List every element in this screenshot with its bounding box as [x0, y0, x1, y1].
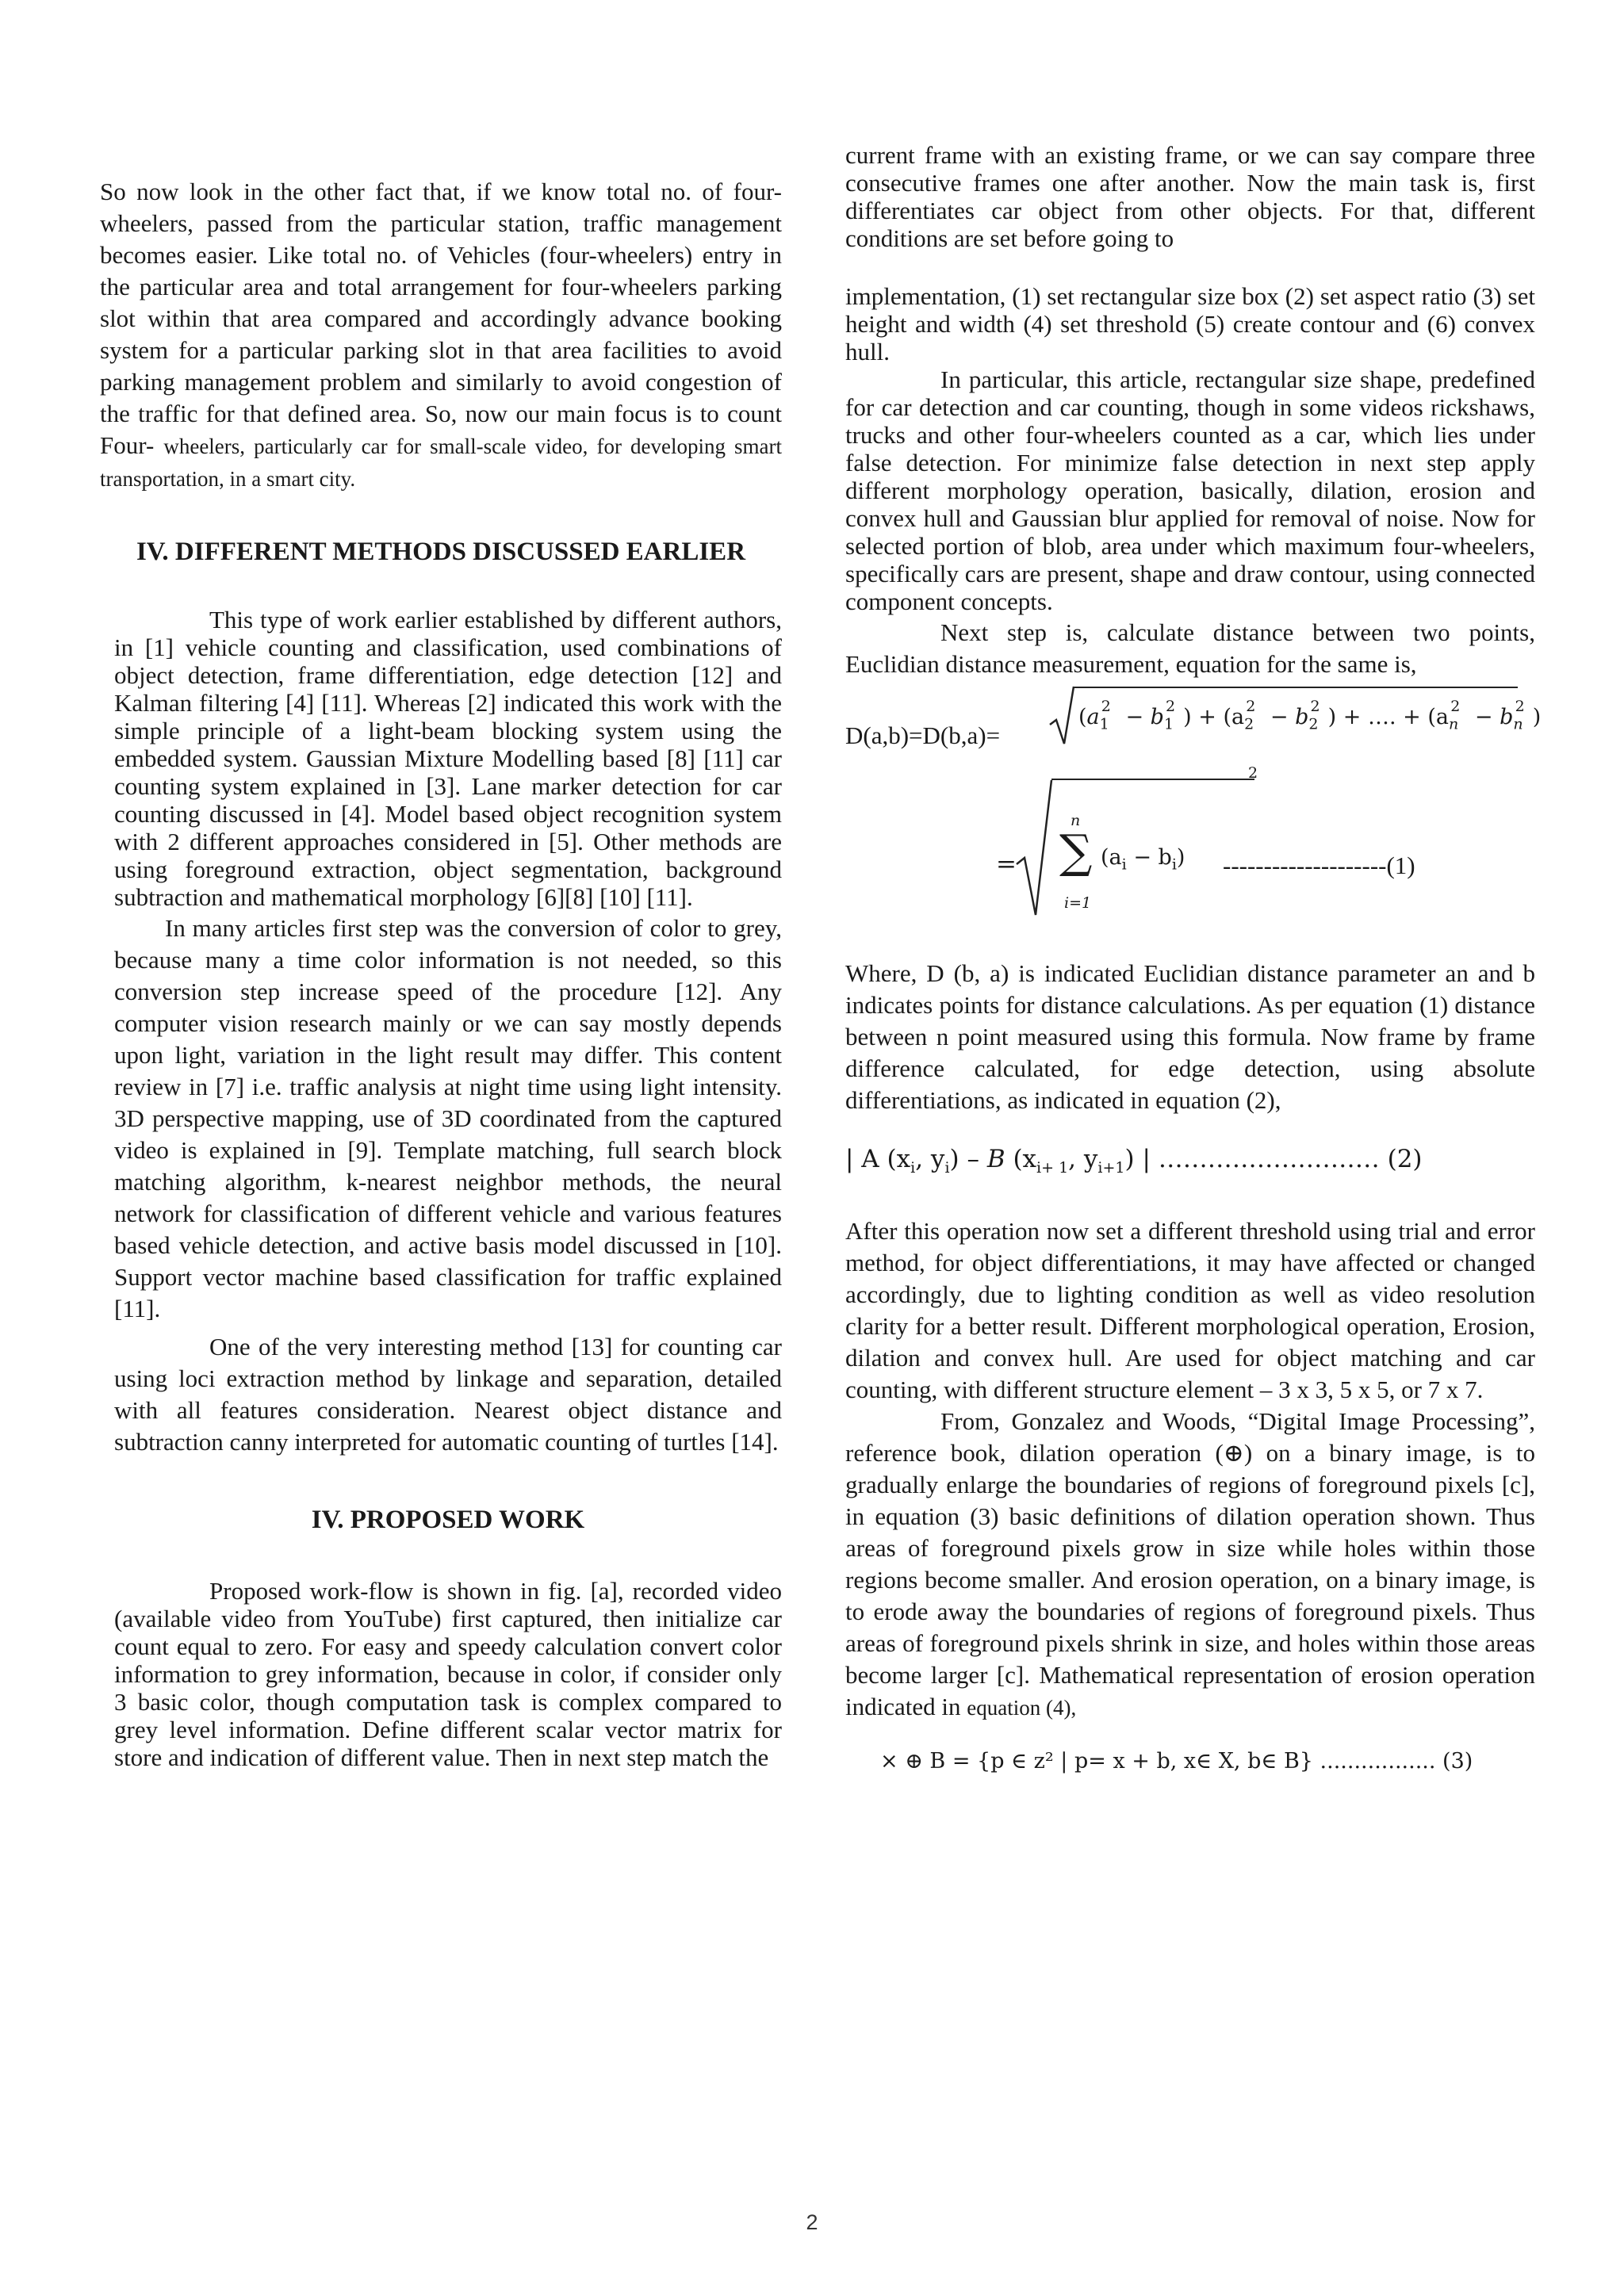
summation-bar: [1051, 779, 1254, 780]
eq1-tag: --------------------(1): [1223, 851, 1415, 879]
sigma-icon: ∑: [1059, 825, 1093, 878]
distance-intro: Next step is, calculate distance between two points, Euclidian distance measurement, equation for the same is,: [845, 618, 1535, 678]
sum-lower: i=1: [1064, 894, 1092, 912]
equation-2: | A ($x_i$, $y_i$) – B ($x_{i+ 1}$, $y_{i+1}$) | ……………………… (2): [845, 1145, 1423, 1177]
right-column: [845, 141, 1542, 1774]
summation-radical: [1015, 779, 1053, 921]
frame-paragraph: current frame with an existing frame, or we can say compare three consecutive frames one after another. Now the main task is, first differentiates car object from other objects. For that, different conditions are set before going to: [845, 141, 1535, 252]
section-heading-methods: IV. DIFFERENT METHODS DISCUSSED EARLIER: [136, 538, 746, 566]
sum-body: $(a_i - b_i)$: [1101, 845, 1185, 874]
sum-upper: n: [1071, 812, 1081, 829]
methods-paragraph: This type of work earlier established by different authors, in [1] vehicle counting and classification, used combinations of object detection, frame differentiation, edge detection [12] and Kalman filtering [4] [11]. Whereas [2] indicated this work with the simple principle of a light-beam blocking system using the embedded system. Gaussian Mixture Modelling based [8] [11] car counting system explained in [3]. Lane marker detection for car counting discussed in [4]. Model based object recognition system with 2 different approaches considered in [5]. Other methods are using foreground extraction, object segmentation, background subtraction and mathematical morphology [6][8] [10] [11].: [114, 606, 782, 911]
radical-bar: [1074, 687, 1518, 688]
implementation-paragraph: implementation, (1) set rectangular size box (2) set aspect ratio (3) set height and width (4) set threshold (5) create contour and (6) convex hull.: [845, 282, 1535, 365]
left-column: [100, 176, 782, 1771]
detection-paragraph: In particular, this article, rectangular size shape, predefined for car detection and car counting, though in some videos rickshaws, trucks and other four-wheelers counted as a car, which lies under false detection. For minimize false detection in next step apply different morphology operation, basically, dilation, erosion and convex hull and Gaussian blur applied for removal of noise. Now for selected portion of blob, area under which maximum four-wheelers, specifically cars are present, shape and draw contour, using connected component concepts.: [845, 365, 1535, 615]
dilation-text: From, Gonzalez and Woods, “Digital Image Processing”, reference book, dilation operation (⊕) on a binary image, is to gradually enlarge the boundaries of regions of foreground pixels [c], in equation (3) basic definitions of dilation operation shown. Thus areas of foreground pixels grow in size while holes within those regions become smaller. And erosion operation, on a binary image, is to erode away the boundaries of regions of foreground pixels. Thus areas of foreground pixels shrink in size, and holes within those areas become larger [c]. Mathematical representation of erosion operation indicated in: [845, 1407, 1535, 1721]
eq1-equals: =: [996, 850, 1017, 878]
radical-sign: [1048, 685, 1075, 748]
intro-text-tail: wheelers, particularly car for small-scale video, for developing smart transportation, in a smart city.: [100, 434, 783, 491]
dilation-paragraph: [845, 1406, 1535, 1724]
eq1-terms: ($a_1^2 - b_1^2$ ) + ($a_2^2 - b_2^2$ ) + …. + ($a_n^2 - b_n^2$ ): [1078, 698, 1542, 733]
eq1-sum-exp: 2: [1248, 764, 1258, 782]
equation-3: ⨯ ⊕ B = {p ∈ z² | p= x + b, x∈ X, b∈ B} ................. (3): [880, 1749, 1473, 1774]
loci-paragraph: One of the very interesting method [13] for counting car using loci extraction method by linkage and separation, detailed with all features consideration. Nearest object distance and subtraction canny interpreted for automatic counting of turtles [14].: [114, 1333, 782, 1456]
proposed-paragraph: Proposed work-flow is shown in fig. [a], recorded video (available video from YouTube) first captured, then initialize car count equal to zero. For easy and speedy calculation convert color information to grey information, because in color, if consider only 3 basic color, though computation task is complex compared to grey level information. Define different scalar vector matrix for store and indication of different value. Then in next step match the: [114, 1577, 782, 1771]
euclid-paragraph: Where, D (b, a) is indicated Euclidian distance parameter an and b indicates points for distance calculations. As per equation (1) distance between n point measured using this formula. Now frame by frame difference calculated, for edge detection, using absolute differentiations, as indicated in equation (2),: [845, 959, 1535, 1114]
eq1-lhs: D(a,b)=D(b,a)=: [845, 721, 1001, 749]
threshold-paragraph: After this operation now set a different threshold using trial and error method, for object differentiations, it may have affected or changed accordingly, due to lighting condition as well as video resolution clarity for a better result. Different morphological operation, Erosion, dilation and convex hull. Are used for object matching and car counting, with different structure element – 3 x 3, 5 x 5, or 7 x 7.: [845, 1217, 1535, 1404]
page-number: 2: [806, 2210, 818, 2234]
dilation-text-tail: equation (4),: [967, 1696, 1077, 1720]
equation-1-summation: [845, 764, 1535, 931]
intro-text: So now look in the other fact that, if we know total no. of four-wheelers, passed from the particular station, traffic management becomes easier. Like total no. of Vehicles (four-wheelers) entry in the particular area and total arrangement for four-wheelers parking slot within that area compared and accordingly advance booking system for a particular parking slot in that area facilities to avoid parking management problem and similarly to avoid congestion of the traffic for that defined area. So, now our main focus is to count Four-: [100, 178, 782, 459]
section-heading-proposed: IV. PROPOSED WORK: [311, 1506, 585, 1534]
equation-1-expanded: [845, 685, 1542, 756]
conversion-paragraph: In many articles first step was the conversion of color to grey, because many a time color information is not needed, so this conversion step increase speed of the procedure [12]. Any computer vision research mainly or we can say mostly depends upon light, variation in the light result may differ. This content review in [7] i.e. traffic analysis at night time using light intensity. 3D perspective mapping, use of 3D coordinated from the captured video is explained in [9]. Template matching, full search block matching algorithm, k-nearest neighbor methods, the neural network for classification of different vehicle and various features based vehicle detection, and active basis model discussed in [10]. Support vector machine based classification for traffic explained [11].: [114, 914, 782, 1322]
intro-paragraph: [100, 176, 782, 495]
